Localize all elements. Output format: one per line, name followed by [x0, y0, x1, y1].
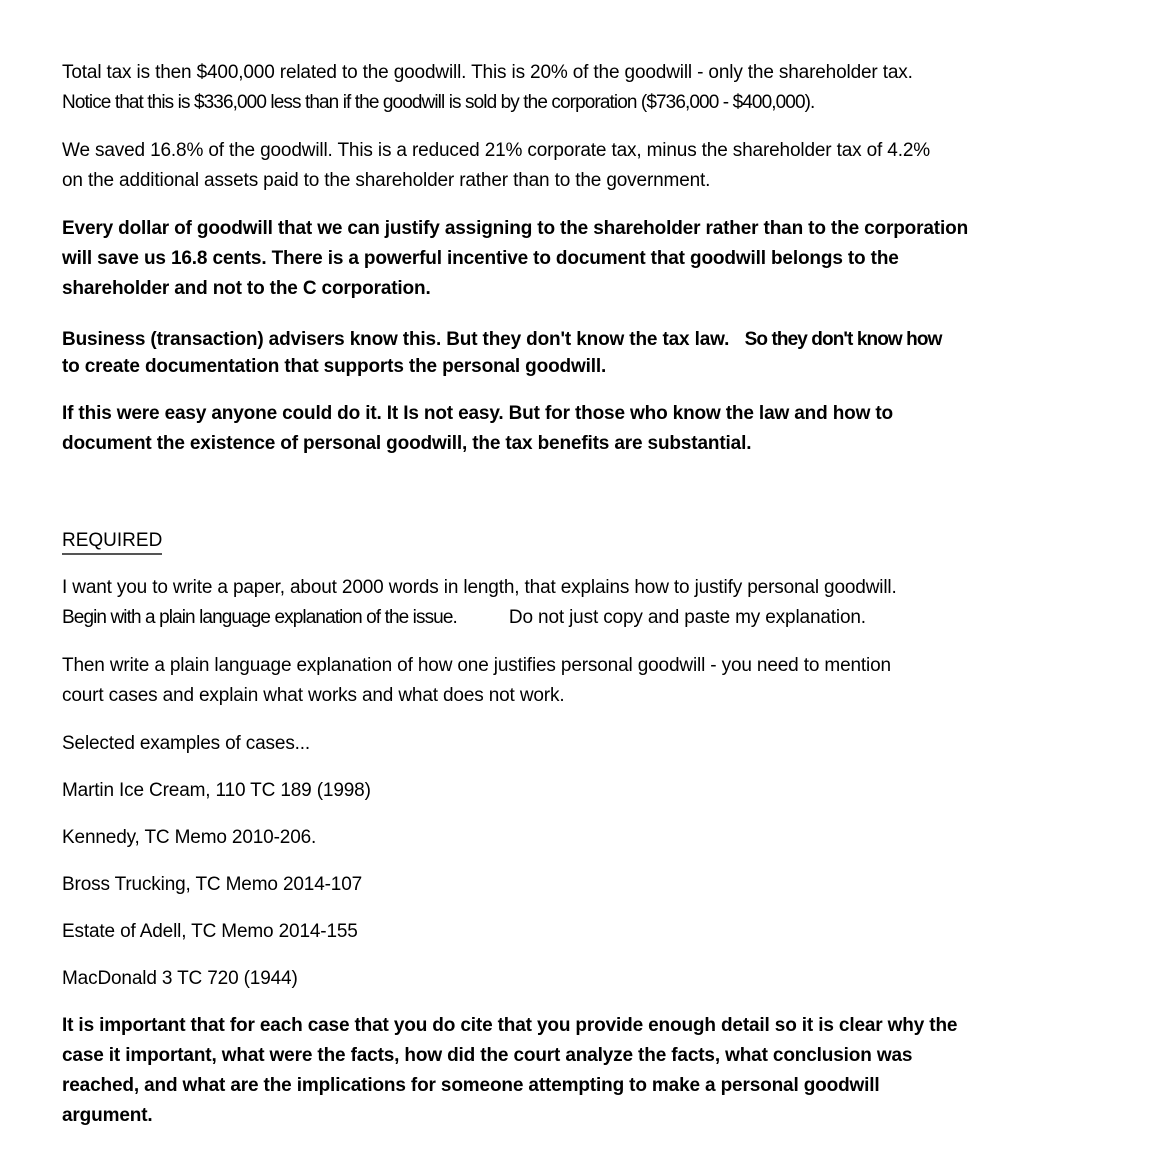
document-page: [62, 58, 1152, 1131]
text-line: to create documentation that supports the personal goodwill.: [62, 356, 607, 377]
text-segment: Begin with a plain language explanation of the issue.: [62, 607, 457, 628]
text-line: shareholder and not to the C corporation.: [62, 278, 431, 299]
paragraph-total-tax: [62, 58, 1152, 118]
text-segment: So they don't know how: [744, 329, 942, 350]
case-item: Kennedy, TC Memo 2010-206.: [62, 827, 317, 848]
paragraph-write-paper: [62, 573, 1152, 633]
selected-examples-label: Selected examples of cases...: [62, 733, 311, 754]
text-line: case it important, what were the facts, how did the court analyze the facts, what conclusion was: [62, 1045, 913, 1066]
paragraph-then-write: [62, 651, 1152, 711]
text-line: Then write a plain language explanation of how one justifies personal goodwill - you need to mention: [62, 655, 891, 676]
text-line: We saved 16.8% of the goodwill. This is a reduced 21% corporate tax, minus the shareholder tax of 4.2%: [62, 140, 930, 161]
text-line: Notice that this is $336,000 less than if the goodwill is sold by the corporation ($736,000 - $400,000).: [62, 92, 815, 113]
text-line: [62, 326, 1152, 353]
case-item: Martin Ice Cream, 110 TC 189 (1998): [62, 780, 371, 801]
paragraph-saved: [62, 136, 1152, 196]
text-line: If this were easy anyone could do it. It Is not easy. But for those who know the law and how to: [62, 403, 894, 424]
paragraph-not-easy: [62, 399, 1152, 459]
text-line: reached, and what are the implications for someone attempting to make a personal goodwill: [62, 1075, 880, 1096]
text-line: Total tax is then $400,000 related to the goodwill. This is 20% of the goodwill - only the shareholder tax.: [62, 62, 913, 83]
text-line: I want you to write a paper, about 2000 words in length, that explains how to justify personal goodwill.: [62, 577, 897, 598]
text-line: court cases and explain what works and what does not work.: [62, 685, 565, 706]
text-segment: Business (transaction) advisers know this. But they don't know the tax law.: [62, 329, 730, 350]
case-item: Bross Trucking, TC Memo 2014-107: [62, 874, 363, 895]
required-heading: REQUIRED: [62, 529, 162, 555]
text-line: document the existence of personal goodwill, the tax benefits are substantial.: [62, 433, 752, 454]
text-line: on the additional assets paid to the shareholder rather than to the government.: [62, 170, 711, 191]
case-item: MacDonald 3 TC 720 (1944): [62, 968, 298, 989]
case-item: Estate of Adell, TC Memo 2014-155: [62, 921, 358, 942]
text-line: [62, 603, 1152, 633]
text-segment: Do not just copy and paste my explanation.: [508, 607, 866, 628]
paragraph-important: [62, 1011, 1152, 1131]
text-line: will save us 16.8 cents. There is a powerful incentive to document that goodwill belongs to the: [62, 248, 899, 269]
text-line: Every dollar of goodwill that we can justify assigning to the shareholder rather than to the corporation: [62, 218, 969, 239]
text-line: argument.: [62, 1105, 153, 1126]
paragraph-every-dollar: [62, 214, 1152, 304]
text-line: It is important that for each case that you do cite that you provide enough detail so it is clear why the: [62, 1015, 958, 1036]
paragraph-advisers: [62, 326, 1152, 380]
